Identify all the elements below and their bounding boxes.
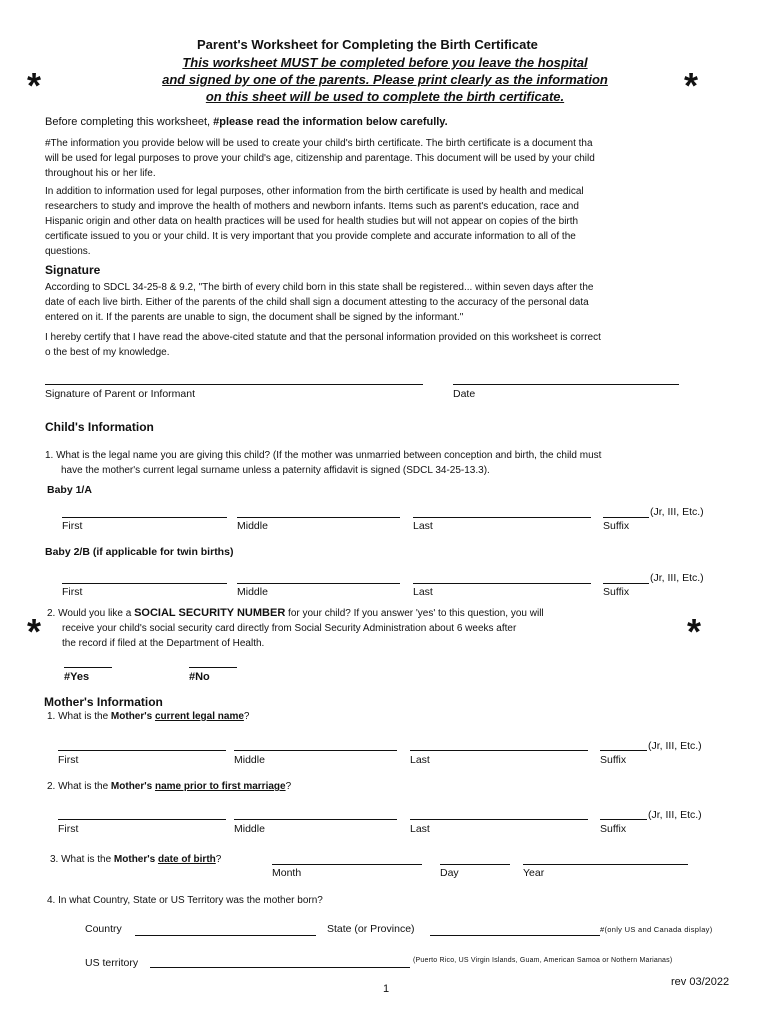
- page-title: Parent's Worksheet for Completing the Birth Certificate: [197, 37, 538, 52]
- month-label: Month: [272, 867, 302, 879]
- text-span: 3. What is the: [50, 854, 114, 865]
- field-line: [413, 517, 591, 518]
- signature-line: [45, 384, 423, 385]
- child-heading: Child's Information: [45, 420, 154, 434]
- signature-date-label: Date: [453, 388, 476, 400]
- text-bold: Mother's: [110, 781, 153, 792]
- signature-label: Signature of Parent or Informant: [45, 388, 195, 400]
- field-line: [150, 967, 410, 968]
- text-line: the record if filed at the Department of Health.: [62, 638, 265, 649]
- text-line: entered on it. If the parents are unable to sign, the document shall be signed by the informant.": [45, 312, 464, 323]
- warning-line-2: and signed by one of the parents. Please print clearly as the information: [162, 72, 608, 87]
- field-line: [237, 517, 400, 518]
- middle-label: Middle: [237, 520, 268, 532]
- territory-field[interactable]: [150, 951, 410, 967]
- suffix-hint: (Jr, III, Etc.): [650, 572, 704, 584]
- field-line: [603, 517, 649, 518]
- field-line: [600, 750, 647, 751]
- ssn-yes-checkbox[interactable]: [64, 652, 112, 668]
- suffix-label: Suffix: [603, 586, 630, 598]
- ssn-bold: SOCIAL SECURITY NUMBER: [134, 607, 286, 619]
- signature-date-line: [453, 384, 679, 385]
- warning-line-3: on this sheet will be used to complete the birth certificate.: [205, 89, 565, 104]
- middle-label: Middle: [237, 586, 268, 598]
- ssn-question: [47, 606, 667, 651]
- field-line: [272, 864, 422, 865]
- mother-maiden-suffix-field[interactable]: [600, 803, 647, 819]
- first-label: First: [58, 754, 79, 766]
- field-line: [440, 864, 510, 865]
- territory-hint: (Puerto Rico, US Virgin Islands, Guam, American Samoa or Nothern Marianas): [413, 957, 673, 964]
- text-bold-underlined: name prior to first marriage: [154, 781, 286, 792]
- text-line: I hereby certify that I have read the above-cited statute and that the personal information provided on this worksheet is correct: [45, 332, 601, 343]
- first-label: First: [62, 586, 83, 598]
- asterisk-marker: *: [27, 65, 42, 106]
- last-label: Last: [410, 754, 430, 766]
- text-line: 1. What is the legal name you are giving this child? (If the mother was unmarried between conception and birth, the child must: [45, 450, 602, 461]
- text-line: In addition to information used for legal purposes, other information from the birth certificate is used by health and medical: [45, 186, 584, 197]
- text-span: 2. What is the: [47, 781, 111, 792]
- baby2-middle-name-field[interactable]: [237, 567, 400, 583]
- text-bold: Mother's: [113, 854, 156, 865]
- ssn-no-label: #No: [189, 671, 210, 683]
- asterisk-marker: *: [687, 611, 702, 652]
- state-hint: #(only US and Canada display): [600, 925, 713, 934]
- country-label: Country: [85, 923, 122, 935]
- country-field[interactable]: [135, 919, 316, 935]
- intro-lead: [45, 116, 448, 128]
- mother-dob-year-field[interactable]: [523, 848, 688, 864]
- text-line: have the mother's current legal surname unless a paternity affidavit is signed (SDCL 34-25-13.3).: [61, 465, 490, 476]
- suffix-hint: (Jr, III, Etc.): [648, 809, 702, 821]
- text-span: ?: [285, 781, 292, 792]
- baby-1-label: Baby 1/A: [47, 484, 92, 496]
- text-span: 1. What is the: [47, 711, 111, 722]
- suffix-label: Suffix: [600, 823, 627, 835]
- intro-paragraph-1: [45, 136, 745, 181]
- text-line: [47, 606, 667, 621]
- mother-middle-name-field[interactable]: [234, 734, 397, 750]
- first-label: First: [58, 823, 79, 835]
- field-line: [62, 583, 227, 584]
- text-bold-underlined: date of birth: [157, 854, 216, 865]
- asterisk-marker: *: [684, 65, 699, 106]
- field-line: [523, 864, 688, 865]
- signature-certification: [45, 330, 745, 360]
- text-line: date of each live birth. Either of the parents of the child shall sign a document attesting to the accuracy of the personal data: [45, 297, 589, 308]
- ssn-no-checkbox[interactable]: [189, 652, 237, 668]
- signature-statute: [45, 280, 745, 325]
- signature-heading: Signature: [45, 263, 101, 277]
- mother-question-1: [47, 709, 249, 724]
- intro-lead-bold: #please read the information below carefully.: [213, 116, 448, 128]
- text-line: o the best of my knowledge.: [45, 347, 170, 358]
- field-line: [58, 819, 226, 820]
- mother-question-2: [47, 779, 291, 794]
- baby1-last-name-field[interactable]: [413, 501, 591, 517]
- field-line: [413, 583, 591, 584]
- ssn-yes-label: #Yes: [64, 671, 90, 683]
- mother-suffix-field[interactable]: [600, 734, 647, 750]
- field-line: [410, 750, 588, 751]
- mother-first-name-field[interactable]: [58, 734, 226, 750]
- suffix-label: Suffix: [603, 520, 630, 532]
- baby1-middle-name-field[interactable]: [237, 501, 400, 517]
- child-question-1: [45, 448, 745, 478]
- state-field[interactable]: [430, 919, 600, 935]
- text-line: Hispanic origin and other data on health practices will be used for health studies but will not appear on copies of the birth: [45, 216, 579, 227]
- territory-label: US territory: [85, 957, 139, 969]
- mother-maiden-middle-field[interactable]: [234, 803, 397, 819]
- text-span: ?: [215, 854, 222, 865]
- baby2-first-name-field[interactable]: [62, 567, 227, 583]
- field-line: [64, 667, 112, 668]
- state-label: State (or Province): [327, 923, 415, 935]
- text-line: receive your child's social security card directly from Social Security Administration about 6 weeks after: [62, 623, 517, 634]
- text-span: for your child? If you answer 'yes' to this question, you will: [285, 608, 544, 619]
- intro-paragraph-2: [45, 184, 745, 259]
- field-line: [189, 667, 237, 668]
- asterisk-marker: *: [27, 611, 42, 652]
- suffix-hint: (Jr, III, Etc.): [650, 506, 704, 518]
- revision-date: rev 03/2022: [671, 976, 730, 988]
- field-line: [430, 935, 600, 936]
- year-label: Year: [523, 867, 545, 879]
- field-line: [62, 517, 227, 518]
- mother-heading: Mother's Information: [44, 695, 163, 709]
- mother-dob-day-field[interactable]: [440, 848, 510, 864]
- baby2-suffix-field[interactable]: [603, 567, 649, 583]
- mother-question-4: 4. In what Country, State or US Territory was the mother born?: [47, 895, 323, 906]
- field-line: [603, 583, 649, 584]
- last-label: Last: [413, 520, 433, 532]
- field-line: [237, 583, 400, 584]
- text-span: ?: [243, 711, 250, 722]
- text-line: will be used for legal purposes to prove your child's age, citizenship and parentage. This document will be used by your child: [45, 153, 595, 164]
- suffix-label: Suffix: [600, 754, 627, 766]
- baby1-first-name-field[interactable]: [62, 501, 227, 517]
- baby2-last-name-field[interactable]: [413, 567, 591, 583]
- text-line: #The information you provide below will be used to create your child's birth certificate. The birth certificate is a document tha: [45, 138, 593, 149]
- text-line: researchers to study and improve the health of mothers and newborn infants. Items such as parent's education, race and: [45, 201, 579, 212]
- signature-date-field[interactable]: [453, 368, 679, 384]
- page-number: 1: [383, 983, 390, 995]
- text-line: questions.: [45, 246, 91, 257]
- field-line: [410, 819, 588, 820]
- signature-field[interactable]: [45, 368, 423, 384]
- field-line: [234, 819, 397, 820]
- baby1-suffix-field[interactable]: [603, 501, 649, 517]
- last-label: Last: [410, 823, 430, 835]
- suffix-hint: (Jr, III, Etc.): [648, 740, 702, 752]
- last-label: Last: [413, 586, 433, 598]
- text-span: 2. Would you like a: [47, 608, 135, 619]
- text-line: certificate issued to you or your child. It is very important that you provide complete and accurate information to all of the: [45, 231, 576, 242]
- middle-label: Middle: [234, 754, 265, 766]
- mother-question-3: [50, 852, 221, 867]
- baby-2-label: Baby 2/B (if applicable for twin births): [45, 546, 234, 558]
- first-label: First: [62, 520, 83, 532]
- text-bold: Mother's: [110, 711, 153, 722]
- mother-maiden-first-field[interactable]: [58, 803, 226, 819]
- middle-label: Middle: [234, 823, 265, 835]
- field-line: [234, 750, 397, 751]
- field-line: [600, 819, 647, 820]
- day-label: Day: [440, 867, 459, 879]
- mother-maiden-last-field[interactable]: [410, 803, 588, 819]
- text-bold-underlined: current legal name: [154, 711, 244, 722]
- text-line: According to SDCL 34-25-8 & 9.2, "The birth of every child born in this state shall be registered... within seven days after the: [45, 282, 594, 293]
- mother-last-name-field[interactable]: [410, 734, 588, 750]
- mother-dob-month-field[interactable]: [272, 848, 422, 864]
- field-line: [58, 750, 226, 751]
- intro-lead-text: Before completing this worksheet,: [45, 116, 214, 128]
- text-line: throughout his or her life.: [45, 168, 156, 179]
- field-line: [135, 935, 316, 936]
- warning-line-1: This worksheet MUST be completed before you leave the hospital: [182, 55, 588, 70]
